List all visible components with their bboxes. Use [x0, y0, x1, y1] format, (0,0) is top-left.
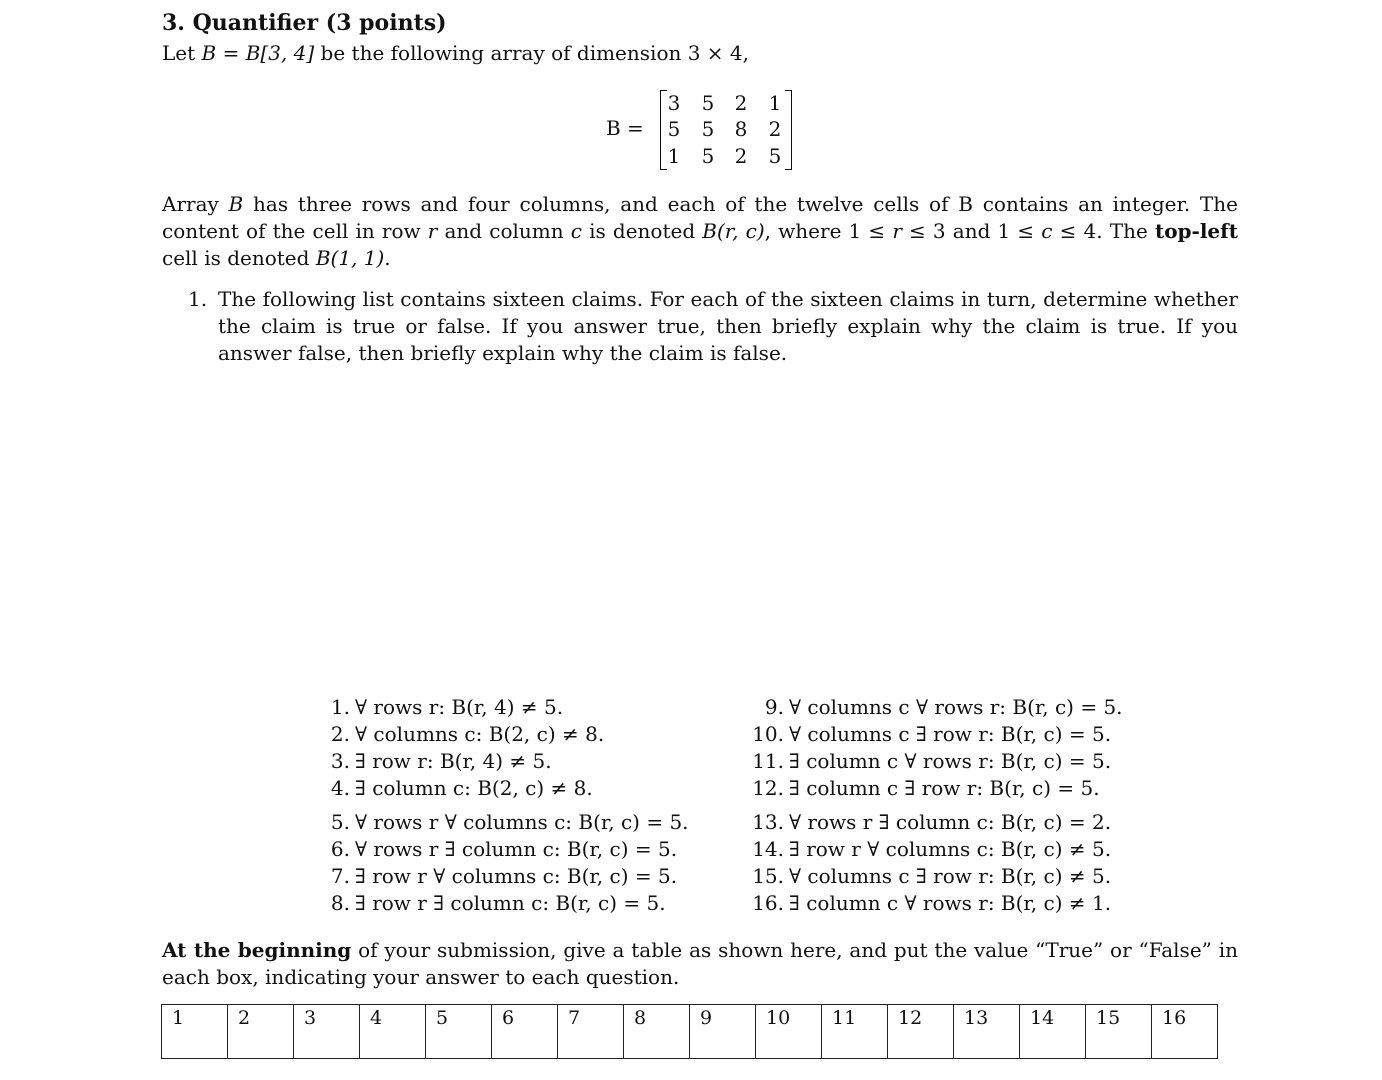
list-item	[752, 890, 1123, 917]
answer-cell[interactable]: 11	[822, 1005, 888, 1059]
claim-number: 8.	[330, 891, 350, 915]
question-text: The following list contains sixteen claims. For each of the sixteen claims in turn, determine whether the claim is true or false. If you answer true, then briefly explain why the claim is true. If you answer false, then briefly explain why the claim is false.	[218, 287, 1238, 365]
claim-number: 7.	[330, 864, 350, 888]
desc-bold: top-left	[1154, 219, 1238, 243]
claim-number: 12.	[752, 776, 784, 800]
list-item	[318, 748, 689, 775]
claim-text: ∀ rows r ∃ column c: B(r, c) = 2.	[789, 810, 1112, 834]
matrix-cell: 2	[734, 144, 748, 168]
list-item	[318, 694, 689, 721]
list-item	[318, 809, 689, 836]
claim-text: ∃ row r ∀ columns c: B(r, c) = 5.	[355, 864, 678, 888]
list-item	[318, 721, 689, 748]
answer-cell[interactable]: 1	[162, 1005, 228, 1059]
claim-number: 14.	[752, 837, 784, 861]
claim-text: ∃ row r: B(r, 4) ≠ 5.	[355, 749, 552, 773]
desc-math: r	[427, 219, 438, 243]
claim-number: 15.	[752, 864, 784, 888]
matrix-row	[660, 90, 792, 117]
list-item	[752, 836, 1123, 863]
desc-text: cell is denoted	[162, 246, 316, 270]
claim-number: 5.	[330, 810, 350, 834]
intro-text: =	[216, 41, 246, 65]
answer-cell[interactable]: 8	[624, 1005, 690, 1059]
matrix-cell: 5	[701, 144, 715, 168]
desc-math: r	[892, 219, 902, 243]
submission-instructions	[162, 937, 1238, 991]
matrix-cell: 3	[667, 91, 681, 115]
claim-text: ∀ columns c ∃ row r: B(r, c) ≠ 5.	[789, 864, 1112, 888]
claim-number: 16.	[752, 891, 784, 915]
matrix-lhs: B =	[606, 116, 644, 140]
list-item	[752, 809, 1123, 836]
matrix-cell: 5	[701, 91, 715, 115]
list-item	[318, 890, 689, 917]
list-item	[752, 863, 1123, 890]
list-item	[752, 748, 1123, 775]
intro-text: Let	[162, 41, 202, 65]
claim-number: 9.	[764, 695, 784, 719]
answer-cell[interactable]: 7	[558, 1005, 624, 1059]
claim-number: 11.	[752, 749, 784, 773]
intro-math: B[3, 4]	[245, 41, 315, 65]
desc-text: is denoted	[581, 219, 703, 243]
claims-list-left	[318, 694, 689, 917]
list-item	[318, 775, 689, 802]
answer-cell[interactable]: 13	[954, 1005, 1020, 1059]
answer-cell[interactable]: 16	[1152, 1005, 1218, 1059]
matrix-cell: 1	[667, 144, 681, 168]
question-number: 1.	[188, 287, 208, 311]
answer-cell[interactable]: 5	[426, 1005, 492, 1059]
section-heading: 3. Quantifier (3 points)	[162, 10, 447, 36]
claim-text: ∀ rows r ∃ column c: B(r, c) = 5.	[355, 837, 678, 861]
desc-math: c	[570, 219, 582, 243]
intro-text: be the following array of dimension 3 × 4,	[314, 41, 749, 65]
answer-cell[interactable]: 12	[888, 1005, 954, 1059]
claim-text: ∀ columns c ∃ row r: B(r, c) = 5.	[789, 722, 1112, 746]
desc-text: and column	[437, 219, 571, 243]
intro-paragraph	[162, 40, 1238, 67]
desc-text: ≤ 4. The	[1052, 219, 1155, 243]
claim-number: 3.	[330, 749, 350, 773]
desc-text: has three rows and four columns, and each of the twelve cells of B contains an integer. The content of the cell in row	[162, 192, 1238, 243]
claim-text: ∀ columns c ∀ rows r: B(r, c) = 5.	[789, 695, 1123, 719]
claim-number: 1.	[330, 695, 350, 719]
intro-math: B	[201, 41, 217, 65]
list-item	[752, 775, 1123, 802]
claim-number: 13.	[752, 810, 784, 834]
submission-bold: At the beginning	[162, 938, 352, 962]
claim-text: ∀ columns c: B(2, c) ≠ 8.	[355, 722, 605, 746]
list-item	[318, 836, 689, 863]
array-description	[162, 191, 1238, 272]
desc-math: c	[1041, 219, 1053, 243]
list-item	[752, 721, 1123, 748]
claim-number: 10.	[752, 722, 784, 746]
claim-text: ∃ column c ∃ row r: B(r, c) = 5.	[789, 776, 1100, 800]
answer-cell[interactable]: 3	[294, 1005, 360, 1059]
matrix-row	[660, 143, 792, 170]
matrix-cell: 1	[768, 91, 782, 115]
claim-text: ∃ column c ∀ rows r: B(r, c) ≠ 1.	[789, 891, 1112, 915]
answer-table	[161, 1004, 1218, 1059]
claim-text: ∀ rows r ∀ columns c: B(r, c) = 5.	[355, 810, 689, 834]
table-row	[162, 1005, 1218, 1059]
submission-text: of your submission, give a table as shown here, and put the value “True” or “False” in each box, indicating your answer to each question.	[162, 938, 1238, 989]
matrix-B	[660, 88, 792, 170]
desc-text: .	[384, 246, 391, 270]
answer-cell[interactable]: 6	[492, 1005, 558, 1059]
desc-math: B(1, 1)	[315, 246, 385, 270]
matrix-cell: 5	[701, 117, 715, 141]
matrix-cell: 5	[768, 144, 782, 168]
answer-cell[interactable]: 15	[1086, 1005, 1152, 1059]
desc-text: ≤ 3 and 1 ≤	[901, 219, 1042, 243]
desc-math: B(r, c)	[702, 219, 765, 243]
claim-number: 4.	[330, 776, 350, 800]
desc-math: B	[228, 192, 244, 216]
list-item	[318, 863, 689, 890]
claim-text: ∃ column c: B(2, c) ≠ 8.	[355, 776, 593, 800]
desc-text: , where 1 ≤	[764, 219, 893, 243]
desc-text: Array	[162, 192, 229, 216]
claims-list-right	[752, 694, 1123, 917]
list-item	[752, 694, 1123, 721]
answer-cell[interactable]: 2	[228, 1005, 294, 1059]
claim-number: 6.	[330, 837, 350, 861]
answer-cell[interactable]: 14	[1020, 1005, 1086, 1059]
matrix-cell: 5	[667, 117, 681, 141]
answer-cell[interactable]: 4	[360, 1005, 426, 1059]
matrix-row	[660, 116, 792, 143]
answer-cell[interactable]: 9	[690, 1005, 756, 1059]
claim-text: ∃ row r ∀ columns c: B(r, c) ≠ 5.	[789, 837, 1112, 861]
claim-text: ∀ rows r: B(r, 4) ≠ 5.	[355, 695, 564, 719]
answer-cell[interactable]: 10	[756, 1005, 822, 1059]
claim-number: 2.	[330, 722, 350, 746]
matrix-cell: 2	[768, 117, 782, 141]
claim-text: ∃ row r ∃ column c: B(r, c) = 5.	[355, 891, 666, 915]
matrix-cell: 2	[734, 91, 748, 115]
matrix-cell: 8	[734, 117, 748, 141]
claim-text: ∃ column c ∀ rows r: B(r, c) = 5.	[789, 749, 1112, 773]
